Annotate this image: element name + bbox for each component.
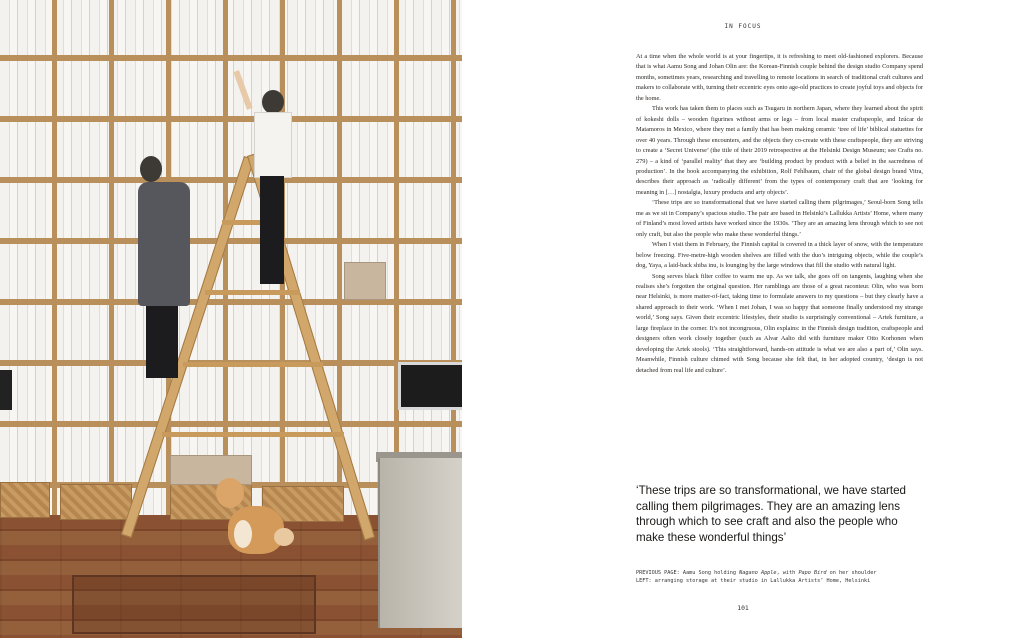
cardboard-boxes (344, 262, 386, 300)
caption-text: , with (776, 570, 799, 576)
photo-caption (636, 569, 936, 585)
woven-basket (0, 482, 50, 518)
head (262, 90, 284, 114)
dog-chest (234, 520, 252, 548)
section-label: IN FOCUS (724, 23, 762, 30)
page-number: 101 (737, 604, 749, 612)
head (140, 156, 162, 182)
studio-photograph (0, 0, 462, 638)
cardboard-boxes (170, 455, 252, 485)
black-trousers (260, 176, 284, 284)
dog-tail (274, 528, 294, 546)
body-paragraph: ‘These trips are so transformational that we have started calling them pilgrimages,’ Seoul-born Song tells me as we sit in Company’s spacious studio. The pair are based in Helsinki’s Lallukka Artists’ Home, where many of Finland’s most loved artists have worked since the 1930s. ‘They are an amazing lens through which to see not only craft, but also the people who make these wonderful things.’ (636, 199, 923, 238)
monitor-edge (0, 370, 12, 410)
ladder-rung (162, 432, 344, 437)
caption-text: on her shoulder (826, 570, 877, 576)
caption-line-2: LEFT: arranging storage at their studio in Lallukka Artists’ Home, Helsinki (636, 578, 871, 584)
computer-monitor (398, 362, 462, 410)
floor-grate (72, 575, 316, 634)
storage-shelves (0, 0, 462, 520)
ladder-rung (205, 290, 300, 295)
body-paragraph: Song serves black filter coffee to warm me up. As we talk, she goes off on tangents, laughing when she realises she’s forgotten the original question. Her ramblings are those of a great raconteur. Olin, who was born near Helsinki, is more matter-of-fact, taking time to formulate answers to my questions – but they clearly have a shared approach to their work. ‘When I met Johan, I was so happy that someone finally understood my strange world,’ Song says. Given their eccentric lifestyles, their studio is surprisingly conventional – Artek furniture, a large fireplace in the corner. It’s not incongruous, Olin explains: in the Finnish design tradition, craftspeople and designers often work closely together (such as Alvar Aalto did with furniture maker Otto Korhonen when developing the Artek stools). ‘This straightforward, hands-on attitude is what we are also a part of,’ Olin says. Meanwhile, Finnish culture chimed with Song because she felt that, in her adopted country, ‘design is not detached from real life and culture’. (636, 272, 923, 374)
dark-trousers (146, 306, 178, 378)
woven-basket (60, 484, 132, 520)
dog-head (216, 478, 244, 508)
pull-quote: ‘These trips are so transformational, we have started calling them pilgrimages. They are an amazing lens through which to see craft and also the people who make these wonderful things’ (636, 484, 907, 544)
caption-artwork-title: Nagano Apple (739, 570, 777, 576)
caption-artwork-title: Papo Bird (798, 570, 827, 576)
white-shirt (254, 112, 292, 178)
body-paragraph: This work has taken them to places such as Tsugaru in northern Japan, where they learned about the spirit of kokeshi dolls – wooden figurines without arms or legs – from local master craftspeople, and Izúcar de Matamoros in Mexico, where they met a family that has been making ceramic ‘tree of life’ biblical statuettes for over 40 years. Through these encounters, and the objects they co-create with these craftspeople, they are striving to create a ‘Secret Universe’ (the title of their 2019 retrospective at the Helsinki Design Museum; see Crafts no. 279) – a kind of ‘parallel reality’ that they are ‘building product by product with a belief in the sacredness of production’. In the book accompanying the exhibition, Rolf Fehlbaum, chair of the global design brand Vitra, describes their approach as ‘radically different’ from the types of contemporary craft that are ‘looking for meaning in […] nostalgia, luxury products and arty objects’. (636, 105, 923, 196)
metal-cabinet (378, 458, 462, 628)
article-page (462, 0, 1024, 638)
body-paragraph: At a time when the whole world is at your fingertips, it is refreshing to meet old-fashioned explorers. Because that is what Aamu Song and Johan Olin are: the Korean-Finnish couple behind the design studio Company spend months, sometimes years, researching and travelling to remote locations in search of traditional craft cultures and makers to collaborate with, turning their eccentric eyes onto age-old practices to create joyful toys and objects for the home. (636, 53, 923, 102)
caption-line-1 (636, 569, 936, 577)
caption-text: PREVIOUS PAGE: Aamu Song holding (636, 570, 740, 576)
grey-smock (138, 182, 190, 306)
ladder-rung (183, 362, 323, 367)
body-paragraph: When I visit them in February, the Finnish capital is covered in a thick layer of snow, with the temperature below freezing. Five-metre-high wooden shelves are filled with the duo’s intriguing objects, while the couple’s dog, Yaya, a laid-back shiba inu, is lounging by the large windows that fill the studio with natural light. (636, 241, 923, 270)
article-body (636, 52, 923, 376)
